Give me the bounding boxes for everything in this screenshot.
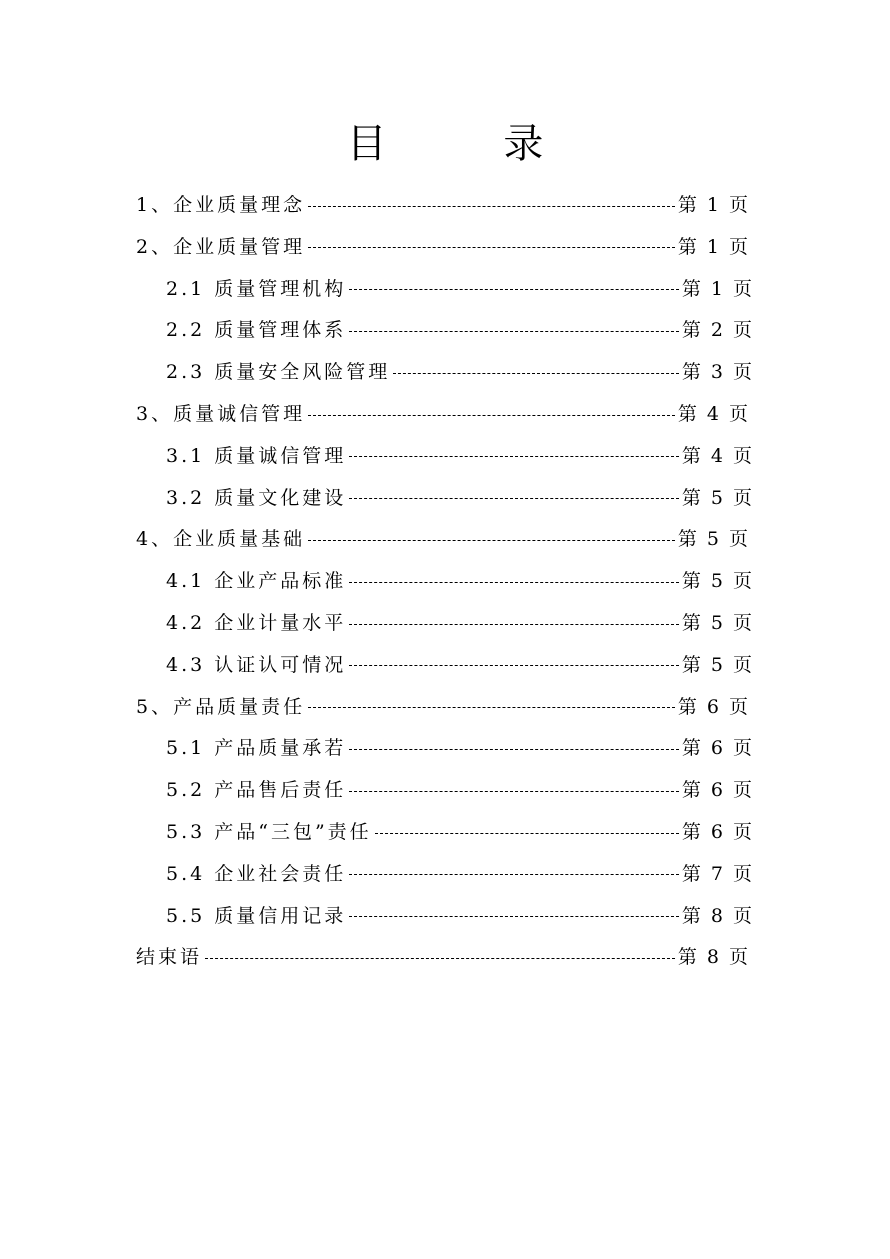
toc-entry[interactable] (166, 315, 754, 345)
toc-entry-page-number: 第 4 页 (677, 403, 750, 425)
toc-entry-label: 2.3 质量安全风险管理 (166, 361, 391, 384)
toc-dash-leader (205, 958, 675, 959)
toc-entry[interactable] (166, 775, 754, 805)
toc-entry[interactable] (136, 399, 750, 429)
page-title: 目 录 (346, 121, 596, 167)
toc-entry[interactable] (166, 901, 754, 931)
toc-entry-label: 2.1 质量管理机构 (166, 277, 347, 300)
toc-entry[interactable] (136, 190, 750, 220)
toc-entry[interactable] (166, 357, 754, 387)
toc-dash-leader (349, 749, 679, 750)
toc-entry-page-number: 第 8 页 (677, 946, 750, 969)
toc-entry-page-number: 第 5 页 (681, 653, 754, 676)
toc-entry-label: 3.1 质量诚信管理 (166, 444, 347, 467)
toc-entry-label: 结束语 (136, 946, 203, 969)
toc-entry-page-number: 第 6 页 (681, 737, 754, 760)
toc-entry-label: 1、企业质量理念 (136, 194, 306, 216)
toc-entry-page-number: 第 1 页 (677, 235, 750, 258)
toc-entry[interactable] (166, 650, 754, 680)
toc-entry-page-number: 第 8 页 (681, 904, 754, 927)
toc-dash-leader (375, 833, 679, 834)
toc-entry-label: 5、产品质量责任 (136, 695, 306, 718)
toc-dash-leader (349, 498, 679, 499)
toc-entry[interactable] (166, 817, 754, 847)
toc-entry[interactable] (136, 232, 750, 262)
toc-entry[interactable] (166, 483, 754, 513)
toc-entry-page-number: 第 6 页 (681, 821, 754, 843)
toc-dash-leader (308, 540, 675, 541)
toc-dash-leader (349, 874, 679, 875)
toc-dash-leader (308, 247, 675, 248)
toc-dash-leader (349, 289, 679, 290)
toc-entry-page-number: 第 5 页 (681, 612, 754, 634)
toc-dash-leader (349, 331, 679, 332)
toc-entry-page-number: 第 5 页 (681, 570, 754, 593)
toc-entry-label: 5.4 企业社会责任 (166, 862, 347, 885)
toc-entry-label: 5.3 产品“三包”责任 (166, 821, 372, 843)
toc-entry[interactable] (136, 942, 750, 972)
toc-dash-leader (349, 791, 679, 792)
toc-entry-label: 4.2 企业计量水平 (166, 612, 347, 634)
toc-entry-page-number: 第 5 页 (681, 486, 754, 509)
toc-entry-page-number: 第 1 页 (677, 194, 750, 216)
toc-entry-page-number: 第 7 页 (681, 862, 754, 885)
toc-entry-label: 5.2 产品售后责任 (166, 779, 347, 802)
toc-entry-label: 4、企业质量基础 (136, 528, 306, 551)
toc-entry-label: 2、企业质量管理 (136, 235, 306, 258)
toc-entry-label: 4.1 企业产品标准 (166, 570, 347, 593)
toc-entry-label: 3、质量诚信管理 (136, 403, 306, 425)
toc-entry[interactable] (166, 441, 754, 471)
toc-dash-leader (349, 665, 679, 666)
toc-entry-page-number: 第 1 页 (681, 277, 754, 300)
toc-entry-label: 5.5 质量信用记录 (166, 904, 347, 927)
toc-entry[interactable] (166, 859, 754, 889)
toc-entry[interactable] (136, 692, 750, 722)
toc-entry-page-number: 第 6 页 (681, 779, 754, 802)
toc-dash-leader (308, 707, 675, 708)
toc-entry-page-number: 第 3 页 (681, 361, 754, 384)
toc-entry-label: 4.3 认证认可情况 (166, 653, 347, 676)
toc-entry-label: 5.1 产品质量承若 (166, 737, 347, 760)
toc-entry[interactable] (166, 274, 754, 304)
toc-dash-leader (349, 582, 679, 583)
toc-dash-leader (393, 373, 679, 374)
toc-entry-page-number: 第 2 页 (681, 319, 754, 342)
toc-entry-label: 2.2 质量管理体系 (166, 319, 347, 342)
toc-entry-page-number: 第 4 页 (681, 444, 754, 467)
toc-dash-leader (349, 916, 679, 917)
toc-entry-label: 3.2 质量文化建设 (166, 486, 347, 509)
toc-entry-page-number: 第 5 页 (677, 528, 750, 551)
toc-dash-leader (349, 624, 679, 625)
toc-entry[interactable] (136, 524, 750, 554)
toc-entry[interactable] (166, 733, 754, 763)
toc-entry-page-number: 第 6 页 (677, 695, 750, 718)
toc-dash-leader (349, 456, 679, 457)
toc-entry[interactable] (166, 608, 754, 638)
toc-entry[interactable] (166, 566, 754, 596)
toc-dash-leader (308, 415, 675, 416)
toc-dash-leader (308, 206, 675, 207)
